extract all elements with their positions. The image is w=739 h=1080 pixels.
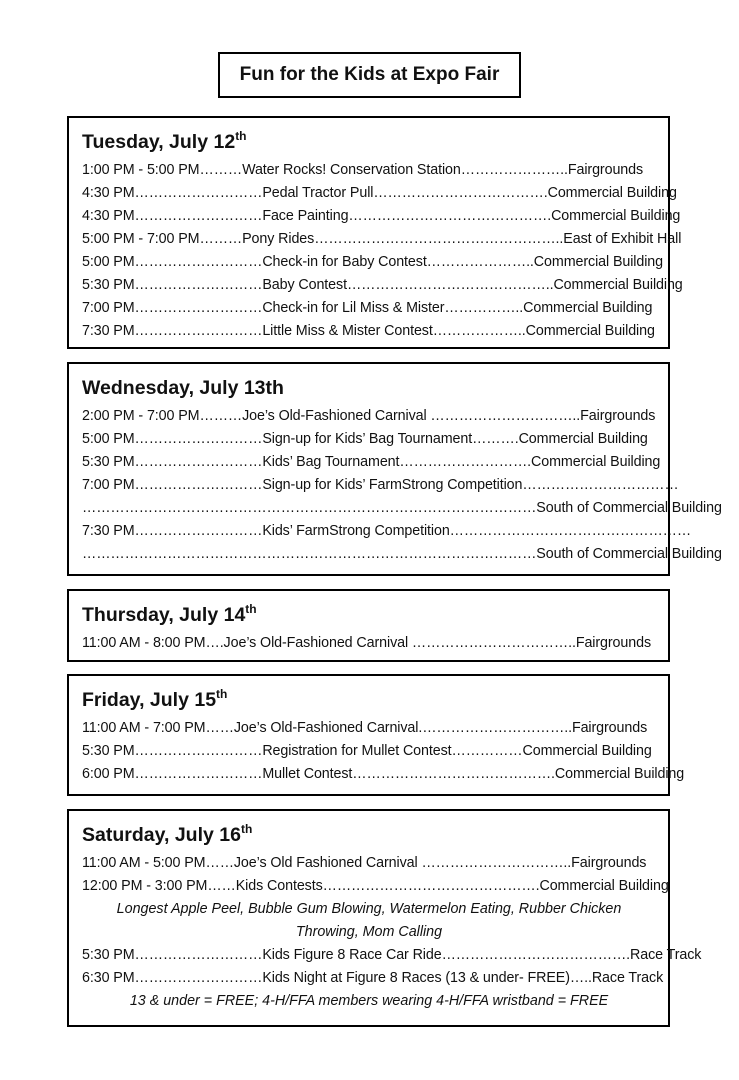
day-heading — [82, 125, 656, 159]
day-section-thursday — [67, 589, 670, 662]
schedule-line: 5:00 PM - 7:00 PM………Pony Rides……………………………………………..East of Exhibit Hall — [82, 231, 682, 247]
day-heading — [82, 371, 656, 405]
day-heading — [82, 818, 656, 852]
day-heading — [82, 683, 656, 717]
schedule-line: 11:00 AM - 7:00 PM……Joe’s Old-Fashioned Carnival.…………………………..Fairgrounds — [82, 720, 648, 736]
day-heading-suffix: th — [216, 687, 228, 701]
day-heading-suffix: th — [240, 822, 253, 836]
contest-list-note: Longest Apple Peel, Bubble Gum Blowing, Watermelon Eating, Rubber Chicken — [116, 901, 622, 917]
schedule-line: ……………………………………………………………………………………South of Commercial Building — [82, 500, 722, 516]
schedule-line: ……………………………………………………………………………………South of Commercial Building — [82, 546, 722, 562]
schedule-line: 2:00 PM - 7:00 PM………Joe’s Old-Fashioned Carnival …………………………..Fairgrounds — [82, 408, 656, 424]
schedule-line: 5:30 PM………………………Baby Contest……………………………………..Commercial Building — [82, 277, 683, 293]
day-heading — [82, 598, 656, 632]
schedule-line: 4:30 PM………………………Face Painting…………………………………….Commercial Building — [82, 208, 681, 224]
schedule-line: 1:00 PM - 5:00 PM………Water Rocks! Conservation Station…………………..Fairgrounds — [82, 162, 644, 178]
day-section-wednesday — [67, 362, 722, 576]
day-heading-text: Tuesday, July 12 — [82, 131, 236, 153]
schedule-line: 7:00 PM………………………Check-in for Lil Miss & Mister……………..Commercial Building — [82, 300, 653, 316]
admission-note: 13 & under = FREE; 4-H/FFA members wearing 4-H/FFA wristband = FREE — [129, 993, 609, 1009]
schedule-line: 5:30 PM………………………Kids’ Bag Tournament……………………….Commercial Building — [82, 454, 661, 470]
day-heading-text: Saturday, July 16 — [82, 824, 241, 846]
schedule-line: 6:00 PM………………………Mullet Contest…………………………………….Commercial Building — [82, 766, 685, 782]
schedule-line: 7:30 PM………………………Little Miss & Mister Contest………………..Commercial Building — [82, 323, 655, 339]
schedule-line: 7:00 PM………………………Sign-up for Kids’ FarmStrong Competition…………………………… — [82, 477, 679, 493]
day-section-tuesday — [67, 116, 683, 349]
day-heading-text: Friday, July 15 — [82, 689, 217, 711]
page-title: Fun for the Kids at Expo Fair — [218, 52, 521, 98]
schedule-line: 5:30 PM………………………Registration for Mullet Contest……………Commercial Building — [82, 743, 652, 759]
schedule-line: 11:00 AM - 5:00 PM……Joe’s Old Fashioned Carnival …………………………..Fairgrounds — [82, 855, 647, 871]
schedule-line: 11:00 AM - 8:00 PM….Joe’s Old-Fashioned Carnival ……………………………..Fairgrounds — [82, 635, 652, 651]
day-heading-text: Thursday, July 14 — [82, 604, 246, 626]
schedule-line: 5:00 PM………………………Sign-up for Kids’ Bag Tournament……….Commercial Building — [82, 431, 648, 447]
contest-list-note: Throwing, Mom Calling — [295, 924, 443, 940]
day-heading-suffix: th — [245, 602, 257, 616]
day-section-friday — [67, 674, 685, 796]
schedule-line: 6:30 PM………………………Kids Night at Figure 8 Races (13 & under- FREE)…..Race Track — [82, 970, 664, 986]
schedule-line: 7:30 PM………………………Kids’ FarmStrong Competition…………………………………………… — [82, 523, 692, 539]
schedule-line: 12:00 PM - 3:00 PM……Kids Contests……………………………………….Commercial Building — [82, 878, 669, 894]
schedule-line: 4:30 PM………………………Pedal Tractor Pull……………………………….Commercial Building — [82, 185, 677, 201]
day-section-saturday — [67, 809, 702, 1027]
schedule-line: 5:00 PM………………………Check-in for Baby Contest…………………..Commercial Building — [82, 254, 664, 270]
schedule-line: 5:30 PM………………………Kids Figure 8 Race Car Ride………………………………….Race Track — [82, 947, 702, 963]
day-heading-suffix: th — [235, 129, 247, 143]
day-heading-text: Wednesday, July 13th — [82, 377, 284, 399]
